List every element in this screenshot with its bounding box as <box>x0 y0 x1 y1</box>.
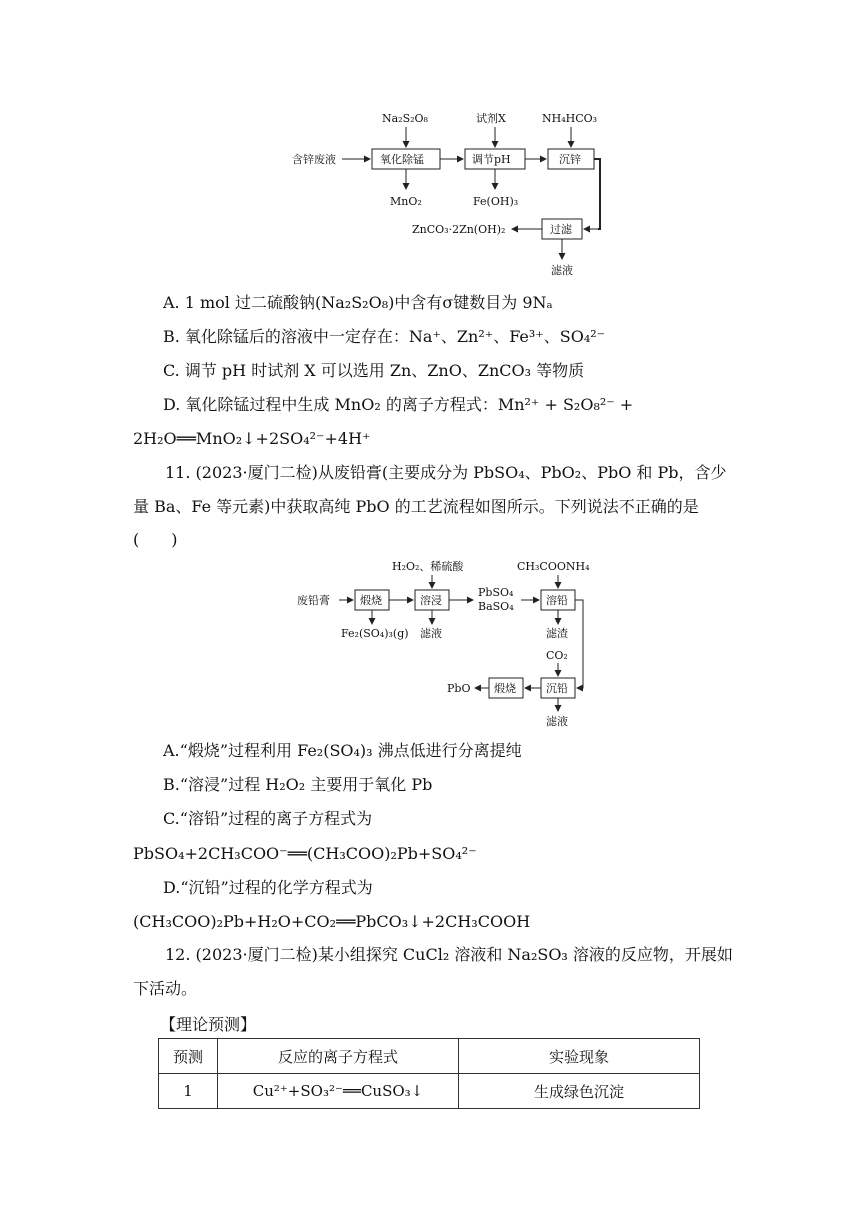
product-label: ZnCO₃·2Zn(OH)₂ <box>412 223 506 236</box>
table-cell: Cu²⁺+SO₃²⁻══CuSO₃↓ <box>218 1074 459 1109</box>
option-d-cont: 2H₂O══MnO₂↓+2SO₄²⁻+4H⁺ <box>133 429 371 448</box>
step-label: 煅烧 <box>494 682 516 695</box>
byproduct-label: MnO₂ <box>390 195 422 208</box>
column-header: 实验现象 <box>459 1039 700 1074</box>
option-d: D. 氧化除锰过程中生成 MnO₂ 的离子方程式：Mn²⁺ + S₂O₈²⁻ + <box>163 395 634 414</box>
q11-option-d-eq: (CH₃COO)₂Pb+H₂O+CO₂══PbCO₃↓+2CH₃COOH <box>133 912 531 931</box>
feed-label: 含锌废液 <box>292 153 336 166</box>
q11-option-b: B.“溶浸”过程 H₂O₂ 主要用于氧化 Pb <box>163 775 433 794</box>
feed-label: 废铅膏 <box>297 594 330 607</box>
answer-bracket: ( ) <box>133 530 178 549</box>
zinc-process-flow-diagram <box>280 105 620 280</box>
column-header: 反应的离子方程式 <box>218 1039 459 1074</box>
table-row <box>159 1074 700 1109</box>
byproduct-label: Fe₂(SO₄)₃(g) <box>341 627 409 640</box>
lead-process-flow-diagram <box>295 555 605 730</box>
filtrate-label: 滤液 <box>551 264 573 277</box>
q11-option-a: A.“煅烧”过程利用 Fe₂(SO₄)₃ 沸点低进行分离提纯 <box>163 741 522 760</box>
question-12-stem: 12. (2023·厦门二检)某小组探究 CuCl₂ 溶液和 Na₂SO₃ 溶液的反应物，开展如下活动。 <box>133 945 733 998</box>
step-label: 沉锌 <box>559 153 581 166</box>
step-label: 调节pH <box>472 153 511 166</box>
q11-option-d: D.“沉铅”过程的化学方程式为 <box>163 878 373 897</box>
step-label: 过滤 <box>550 223 572 236</box>
step-label: 氧化除锰 <box>380 153 424 166</box>
q11-option-c: C.“溶铅”过程的离子方程式为 <box>163 809 373 828</box>
reagent-label: H₂O₂、稀硫酸 <box>392 560 464 573</box>
byproduct-label: Fe(OH)₃ <box>473 195 519 208</box>
option-c: C. 调节 pH 时试剂 X 可以选用 Zn、ZnO、ZnCO₃ 等物质 <box>163 361 585 380</box>
intermediate-label: BaSO₄ <box>478 600 514 613</box>
intermediate-label: PbSO₄ <box>478 586 514 599</box>
product-label: PbO <box>447 682 471 695</box>
reagent-label: 试剂X <box>476 112 506 125</box>
section-heading: 【理论预测】 <box>160 1015 257 1034</box>
column-header: 预测 <box>159 1039 218 1074</box>
step-label: 溶浸 <box>420 594 442 607</box>
option-a: A. 1 mol 过二硫酸钠(Na₂S₂O₈)中含有σ键数目为 9Nₐ <box>163 293 553 312</box>
step-label: 煅烧 <box>360 594 382 607</box>
table-cell: 1 <box>159 1074 218 1109</box>
reagent-label: Na₂S₂O₈ <box>382 112 428 125</box>
q11-option-c-eq: PbSO₄+2CH₃COO⁻══(CH₃COO)₂Pb+SO₄²⁻ <box>133 844 477 863</box>
byproduct-label: 滤液 <box>546 715 568 728</box>
byproduct-label: 滤渣 <box>546 627 568 640</box>
option-b: B. 氧化除锰后的溶液中一定存在：Na⁺、Zn²⁺、Fe³⁺、SO₄²⁻ <box>163 327 606 346</box>
prediction-table <box>158 1038 700 1109</box>
table-cell: 生成绿色沉淀 <box>459 1074 700 1109</box>
question-11-stem: 11. (2023·厦门二检)从废铅膏(主要成分为 PbSO₄、PbO₂、PbO 和 Pb，含少量 Ba、Fe 等元素)中获取高纯 PbO 的工艺流程如图所示。下列说法不正确的是 <box>133 463 727 516</box>
reagent-label: CO₂ <box>546 649 568 662</box>
byproduct-label: 滤液 <box>420 627 442 640</box>
step-label: 沉铅 <box>546 682 568 695</box>
table-header-row <box>159 1039 700 1074</box>
reagent-label: CH₃COONH₄ <box>517 560 590 573</box>
step-label: 溶铅 <box>546 594 568 607</box>
reagent-label: NH₄HCO₃ <box>542 112 598 125</box>
